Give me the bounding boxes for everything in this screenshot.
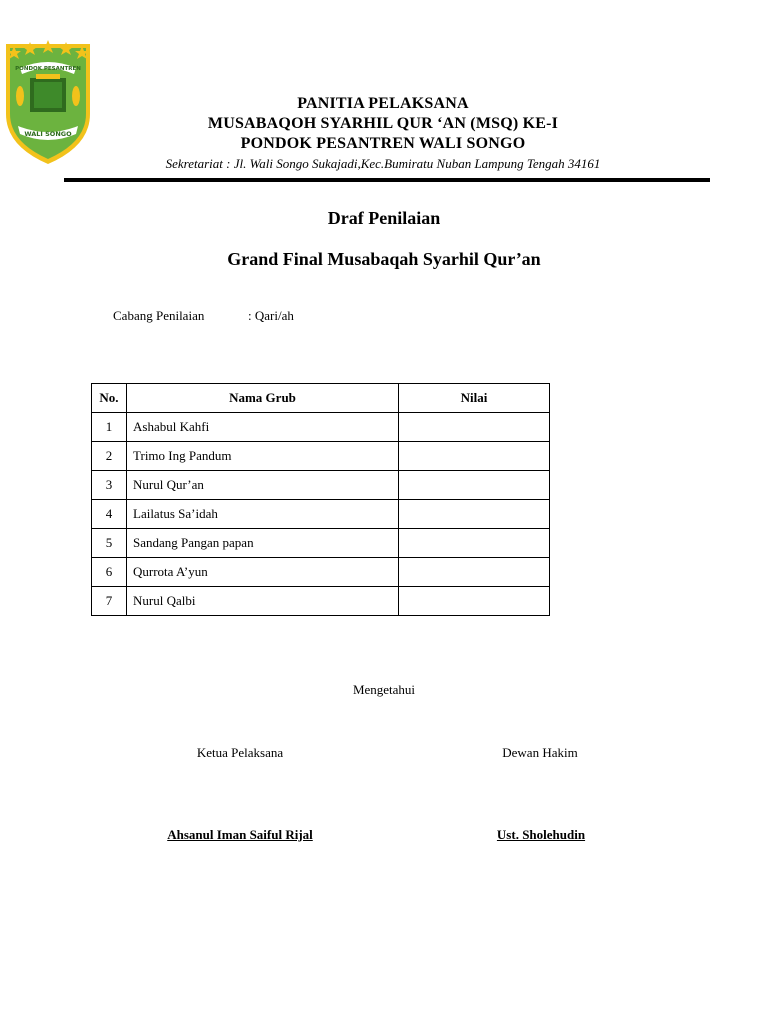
- row-no: 2: [92, 442, 127, 471]
- table-row: [92, 442, 550, 471]
- row-no: 3: [92, 471, 127, 500]
- judge-name: Ust. Sholehudin: [496, 827, 586, 842]
- chairman-name: Ahsanul Iman Saiful Rijal: [167, 827, 313, 842]
- institution-name: PONDOK PESANTREN WALI SONGO: [240, 135, 526, 152]
- row-no: 6: [92, 558, 127, 587]
- row-score: [399, 442, 550, 471]
- document-subtitle: Grand Final Musabaqah Syarhil Qur’an: [227, 249, 541, 269]
- row-score: [399, 558, 550, 587]
- table-row: [92, 529, 550, 558]
- row-score: [399, 500, 550, 529]
- header-name: Nama Grub: [127, 384, 399, 413]
- table-row: [92, 413, 550, 442]
- table-row: [92, 500, 550, 529]
- row-score: [399, 529, 550, 558]
- row-name: Ashabul Kahfi: [127, 413, 399, 442]
- table-row: [92, 587, 550, 616]
- logo-text-bottom: WALI SONGO: [24, 130, 72, 138]
- committee-name: PANITIA PELAKSANA: [297, 95, 469, 112]
- pondok-pesantren-logo: [0, 34, 96, 166]
- row-no: 7: [92, 587, 127, 616]
- row-score: [399, 471, 550, 500]
- table-row: [92, 558, 550, 587]
- row-no: 1: [92, 413, 127, 442]
- row-score: [399, 587, 550, 616]
- letterhead: [100, 94, 666, 174]
- row-name: Lailatus Sa’idah: [127, 500, 399, 529]
- score-table: [91, 383, 550, 616]
- acknowledged-label: Mengetahui: [352, 682, 416, 697]
- event-name: MUSABAQOH SYARHIL QUR ‘AN (MSQ) KE-I: [207, 115, 559, 132]
- header-no: No.: [92, 384, 127, 413]
- judges-title: Dewan Hakim: [502, 745, 578, 760]
- table-header-row: [92, 384, 550, 413]
- logo-text-top: PONDOK PESANTREN: [15, 66, 81, 72]
- row-name: Nurul Qur’an: [127, 471, 399, 500]
- row-no: 5: [92, 529, 127, 558]
- table-row: [92, 471, 550, 500]
- category-value: : Qari/ah: [248, 308, 294, 323]
- secretariat-address: Sekretariat : Jl. Wali Songo Sukajadi,Kec.Bumiratu Nuban Lampung Tengah 34161: [165, 156, 601, 171]
- row-no: 4: [92, 500, 127, 529]
- chairman-title: Ketua Pelaksana: [196, 745, 284, 760]
- row-score: [399, 413, 550, 442]
- row-name: Trimo Ing Pandum: [127, 442, 399, 471]
- row-name: Nurul Qalbi: [127, 587, 399, 616]
- category-label: Cabang Penilaian: [113, 308, 205, 323]
- header-divider: [64, 178, 710, 182]
- row-name: Sandang Pangan papan: [127, 529, 399, 558]
- header-score: Nilai: [399, 384, 550, 413]
- document-title: Draf Penilaian: [327, 208, 441, 228]
- row-name: Qurrota A’yun: [127, 558, 399, 587]
